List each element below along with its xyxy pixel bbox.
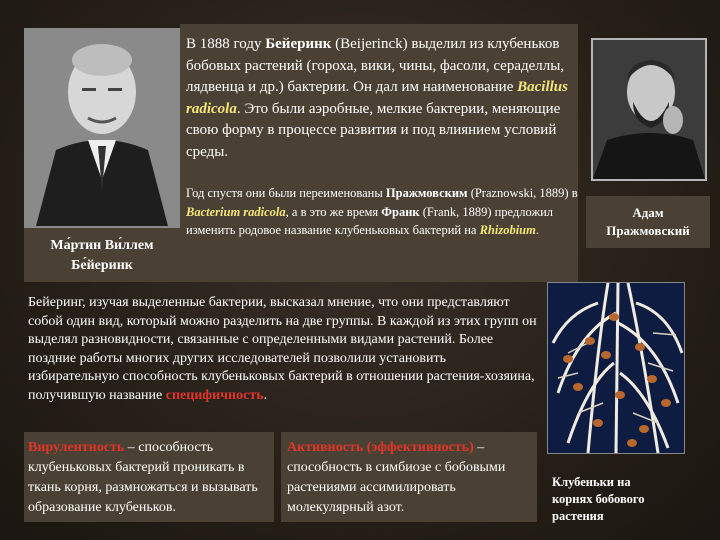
- caption-prazmowski-line1: Адам: [632, 205, 664, 220]
- top-paragraph-1: В 1888 году Бейеринк (Beijerinck) выделил из клубеньков бобовых растений (гороха, вики, чины, фасоли, сераделлы, лядвенца и др.) бактерии. Он дал им наименование Bacillus radicola. Это были аэробные, мелкие бактерии, меняющие свою форму в процессе развития и под влиянием условий среды.: [186, 36, 568, 160]
- caption-beijerinck-line1: Ма́ртин Ви́ллем: [50, 238, 154, 253]
- portrait-beijerinck: [24, 28, 180, 228]
- middle-paragraph: Бейеринг, изучая выделенные бактерии, высказал мнение, что они представляют собой один вид, который можно разделить на две группы. В каждой из этих групп он выделял разновидности, связанные с определенными видами растений. Более поздние работы многих других исследователей позволили установить избирательную способность клубеньковых бактерий в отношении растения-хозяина, получившую название специфичность.: [28, 295, 537, 403]
- legume-roots-image: [548, 283, 684, 453]
- beijerinck-name: Бейеринк: [265, 36, 332, 52]
- top-paragraph-2: Год спустя они были переименованы Пражмовским (Praznowski, 1889) в Bacterium radicola, а в это же время Франк (Frank, 1889) предложил изменить родовое название клубеньковых бактерий на Rhizobium.: [186, 186, 578, 237]
- activity-term: Активность (эффективность): [287, 440, 474, 455]
- caption-prazmowski-panel: [586, 196, 710, 248]
- caption-beijerinck-line2: Бе́йеринк: [71, 258, 133, 273]
- portrait-prazmowski-image: [593, 40, 705, 179]
- virulence-text: Вирулентность – способность клубеньковых бактерий проникать в ткань корня, размножаться и вызывать образование клубеньков.: [28, 440, 258, 515]
- specificity-term: специфичность: [165, 387, 264, 403]
- portrait-beijerinck-image: [26, 30, 178, 226]
- bacillus-radicola-term: Bacillus radicola: [186, 79, 568, 117]
- activity-text: Активность (эффективность) – способность в симбиозе с бобовыми растениями ассимилировать молекулярный азот.: [287, 440, 506, 515]
- legume-roots-photo: [547, 282, 685, 454]
- virulence-term: Вирулентность: [28, 440, 125, 455]
- roots-caption: Клубеньки на корнях бобового растения: [552, 475, 645, 523]
- caption-beijerinck-panel: [24, 228, 180, 282]
- portrait-prazmowski: [591, 38, 707, 181]
- caption-prazmowski-line2: Пражмовский: [606, 223, 690, 238]
